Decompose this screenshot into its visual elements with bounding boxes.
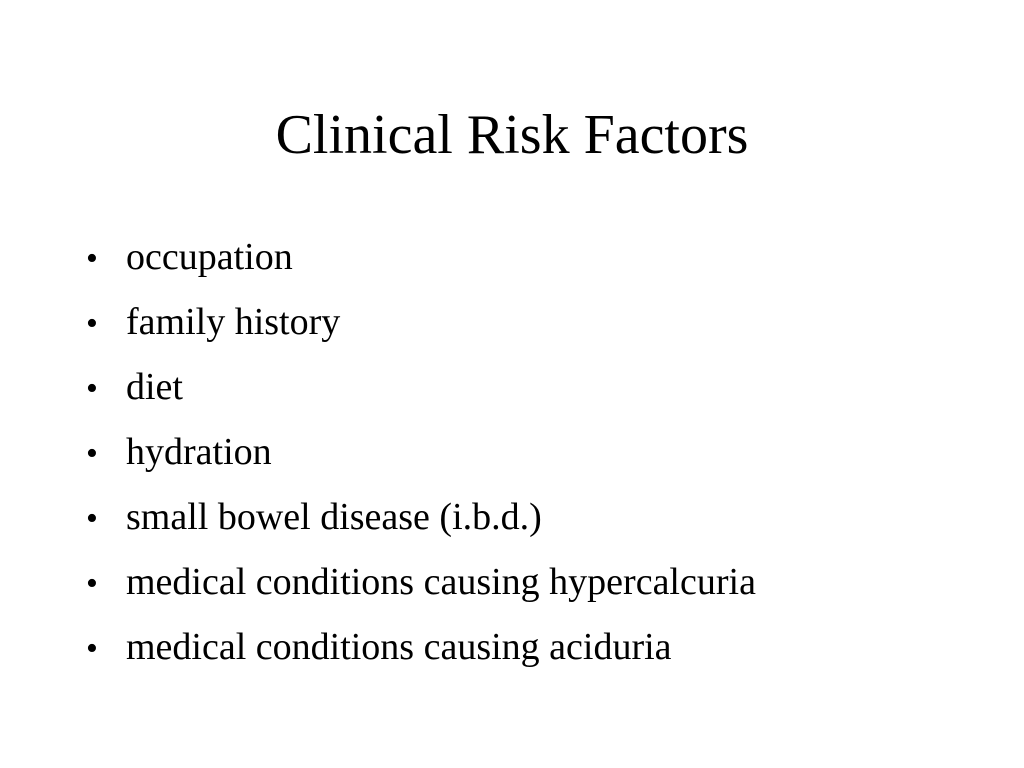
list-item (86, 492, 756, 557)
list-item-text: occupation (126, 236, 293, 278)
bullet-list (86, 232, 756, 687)
list-item-text: medical conditions causing hypercalcuria (126, 561, 756, 603)
bullet-icon: • (86, 500, 98, 537)
bullet-icon: • (86, 305, 98, 342)
list-item-text: diet (126, 366, 183, 408)
list-item (86, 362, 756, 427)
slide-title: Clinical Risk Factors (275, 104, 749, 166)
bullet-icon: • (86, 630, 98, 667)
list-item (86, 427, 756, 492)
list-item-text: medical conditions causing aciduria (126, 626, 672, 668)
bullet-icon: • (86, 240, 98, 277)
list-item-text: family history (126, 301, 341, 343)
bullet-icon: • (86, 435, 98, 472)
list-item (86, 622, 756, 687)
list-item-text: hydration (126, 431, 272, 473)
list-item-text: small bowel disease (i.b.d.) (126, 496, 542, 538)
list-item (86, 297, 756, 362)
list-item (86, 557, 756, 622)
bullet-icon: • (86, 370, 98, 407)
list-item (86, 232, 756, 297)
bullet-icon: • (86, 565, 98, 602)
